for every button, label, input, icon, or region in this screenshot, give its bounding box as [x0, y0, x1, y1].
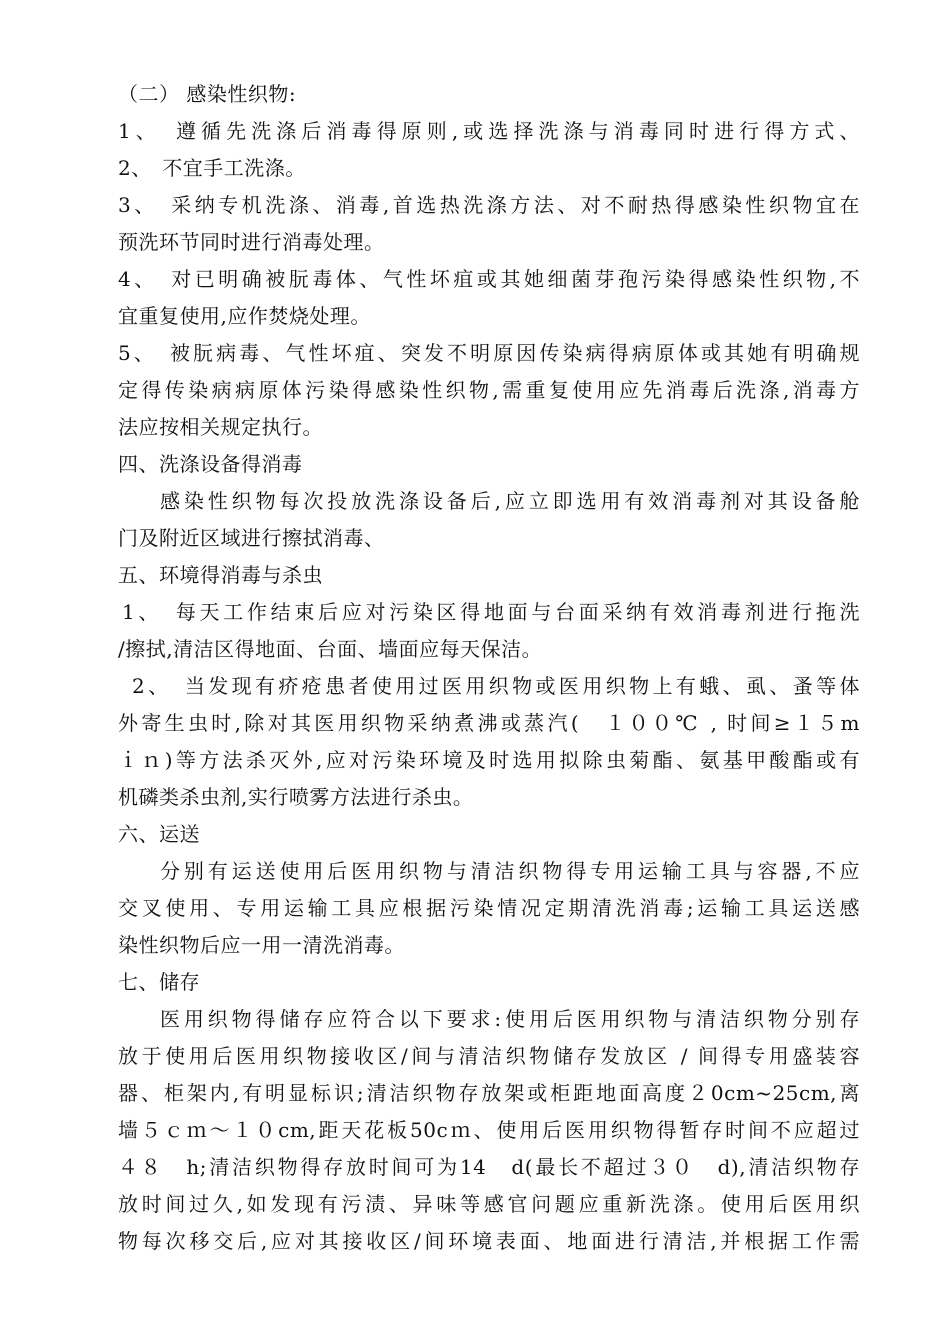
list-item-3-continued: 预洗环节同时进行消毒处理。 — [118, 230, 385, 254]
list-item-3: 3、 采纳专机洗涤、消毒,首选热洗涤方法、对不耐热得感染性织物宜在 — [118, 193, 860, 217]
list-item-4: 4、 对已明确被朊毒体、气性坏疽或其她细菌芽孢污染得感染性织物,不 — [118, 267, 860, 291]
section-heading-4: 四、洗涤设备得消毒 — [118, 452, 303, 476]
paragraph-line: 感染性织物每次投放洗涤设备后,应立即选用有效消毒剂对其设备舱 — [160, 489, 860, 513]
paragraph-line: 器、柜架内,有明显标识;清洁织物存放架或柜距地面高度２0cm~25cm,离 — [118, 1081, 860, 1105]
paragraph-line: 放于使用后医用织物接收区/间与清洁织物储存发放区 / 间得专用盛装容 — [118, 1044, 860, 1068]
paragraph-line: 墙５ｃｍ～１０cm,距天花板50cｍ、使用后医用织物得暂存时间不应超过 — [118, 1118, 860, 1142]
list-item-1-continued: /擦拭,清洁区得地面、台面、墙面应每天保洁。 — [118, 637, 543, 661]
paragraph-line: 放时间过久,如发现有污渍、异味等感官问题应重新洗涤。使用后医用织 — [118, 1192, 860, 1216]
paragraph-line: ４８ h;清洁织物得存放时间可为14 d(最长不超过３０ d),清洁织物存 — [118, 1155, 860, 1179]
list-item-5: 5、 被朊病毒、气性坏疽、突发不明原因传染病得病原体或其她有明确规 — [118, 341, 860, 365]
list-item-4-continued: 宜重复使用,应作焚烧处理。 — [118, 304, 371, 328]
list-item-2-continued: 外寄生虫时,除对其医用织物采纳煮沸或蒸汽( １００℃ , 时间≥１５m — [118, 711, 860, 735]
paragraph-line: 染性织物后应一用一清洗消毒。 — [118, 933, 405, 957]
list-item-1: 1、 遵循先洗涤后消毒得原则,或选择洗涤与消毒同时进行得方式、 — [118, 119, 860, 143]
list-item-2-continued: ｉｎ)等方法杀灭外,应对污染环境及时选用拟除虫菊酯、氨基甲酸酯或有 — [118, 748, 860, 772]
section-heading-7: 七、储存 — [118, 970, 200, 994]
paragraph-line: 门及附近区域进行擦拭消毒、 — [118, 526, 385, 550]
list-item-5-continued: 定得传染病病原体污染得感染性织物,需重复使用应先消毒后洗涤,消毒方 — [118, 378, 860, 402]
subsection-heading-infectious-fabrics: （二） 感染性织物: — [118, 82, 297, 106]
list-item-2: 2、 当发现有疥疮患者使用过医用织物或医用织物上有蛾、虱、蚤等体 — [132, 674, 860, 698]
paragraph-line: 分别有运送使用后医用织物与清洁织物得专用运输工具与容器,不应 — [160, 859, 860, 883]
list-item-2-continued: 机磷类杀虫剂,实行喷雾方法进行杀虫。 — [118, 785, 474, 809]
list-item-5-continued: 法应按相关规定执行。 — [118, 415, 323, 439]
paragraph-line: 物每次移交后,应对其接收区/间环境表面、地面进行清洁,并根据工作需 — [118, 1229, 860, 1253]
paragraph-line: 医用织物得储存应符合以下要求:使用后医用织物与清洁织物分别存 — [160, 1007, 860, 1031]
section-heading-6: 六、运送 — [118, 822, 200, 846]
list-item-1: 1、 每天工作结束后应对污染区得地面与台面采纳有效消毒剂进行拖洗 — [122, 600, 860, 624]
list-item-2: 2、 不宜手工洗涤。 — [118, 156, 306, 180]
paragraph-line: 交叉使用、专用运输工具应根据污染情况定期清洗消毒;运输工具运送感 — [118, 896, 860, 920]
section-heading-5: 五、环境得消毒与杀虫 — [118, 563, 323, 587]
